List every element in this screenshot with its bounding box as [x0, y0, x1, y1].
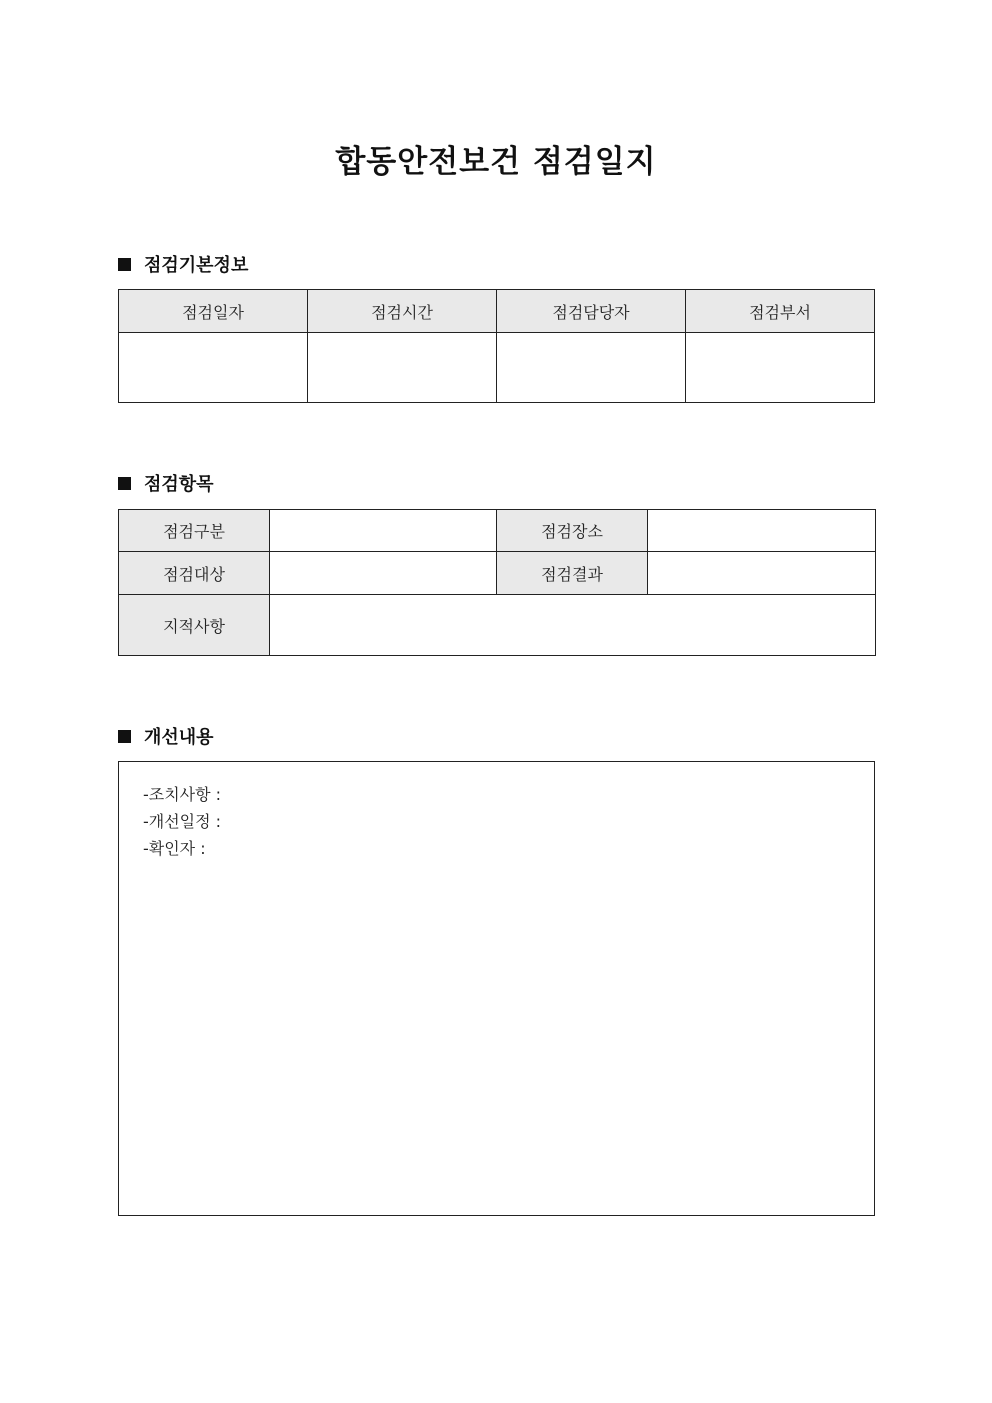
inspection-result-cell[interactable] — [648, 552, 876, 595]
inspection-items-table — [118, 509, 876, 656]
action-taken-line: -조치사항 : — [143, 785, 222, 804]
inspection-target-label: 점검대상 — [119, 552, 270, 595]
improvement-notes-box[interactable] — [118, 761, 875, 1216]
inspection-category-label: 점검구분 — [119, 510, 270, 552]
column-header-inspector: 점검담당자 — [497, 290, 686, 333]
inspection-result-label: 점검결과 — [497, 552, 648, 595]
square-bullet-icon — [118, 258, 131, 271]
section-heading-improvement — [118, 724, 214, 748]
inspection-location-cell[interactable] — [648, 510, 876, 552]
section-heading-inspection-items — [118, 471, 214, 495]
column-header-department: 점검부서 — [686, 290, 875, 333]
inspection-date-cell[interactable] — [119, 333, 308, 403]
table-header-row — [119, 290, 875, 333]
section-heading-basic-info — [118, 252, 248, 276]
remarks-cell[interactable] — [270, 595, 876, 656]
table-row — [119, 552, 876, 595]
inspection-time-cell[interactable] — [308, 333, 497, 403]
section-heading-label: 개선내용 — [144, 727, 214, 748]
basic-info-table — [118, 289, 875, 403]
square-bullet-icon — [118, 730, 131, 743]
column-header-inspection-time: 점검시간 — [308, 290, 497, 333]
inspector-cell[interactable] — [497, 333, 686, 403]
document-title: 합동안전보건 점검일지 — [335, 144, 657, 180]
inspection-location-label: 점검장소 — [497, 510, 648, 552]
department-cell[interactable] — [686, 333, 875, 403]
section-heading-label: 점검기본정보 — [144, 255, 249, 276]
section-heading-label: 점검항목 — [144, 474, 214, 495]
table-row — [119, 333, 875, 403]
column-header-inspection-date: 점검일자 — [119, 290, 308, 333]
inspection-category-cell[interactable] — [270, 510, 497, 552]
inspection-target-cell[interactable] — [270, 552, 497, 595]
table-row — [119, 595, 876, 656]
table-row — [119, 510, 876, 552]
improvement-schedule-line: -개선일정 : — [143, 812, 222, 831]
confirmer-line: -확인자 : — [143, 839, 206, 858]
square-bullet-icon — [118, 477, 131, 490]
remarks-label: 지적사항 — [119, 595, 270, 656]
